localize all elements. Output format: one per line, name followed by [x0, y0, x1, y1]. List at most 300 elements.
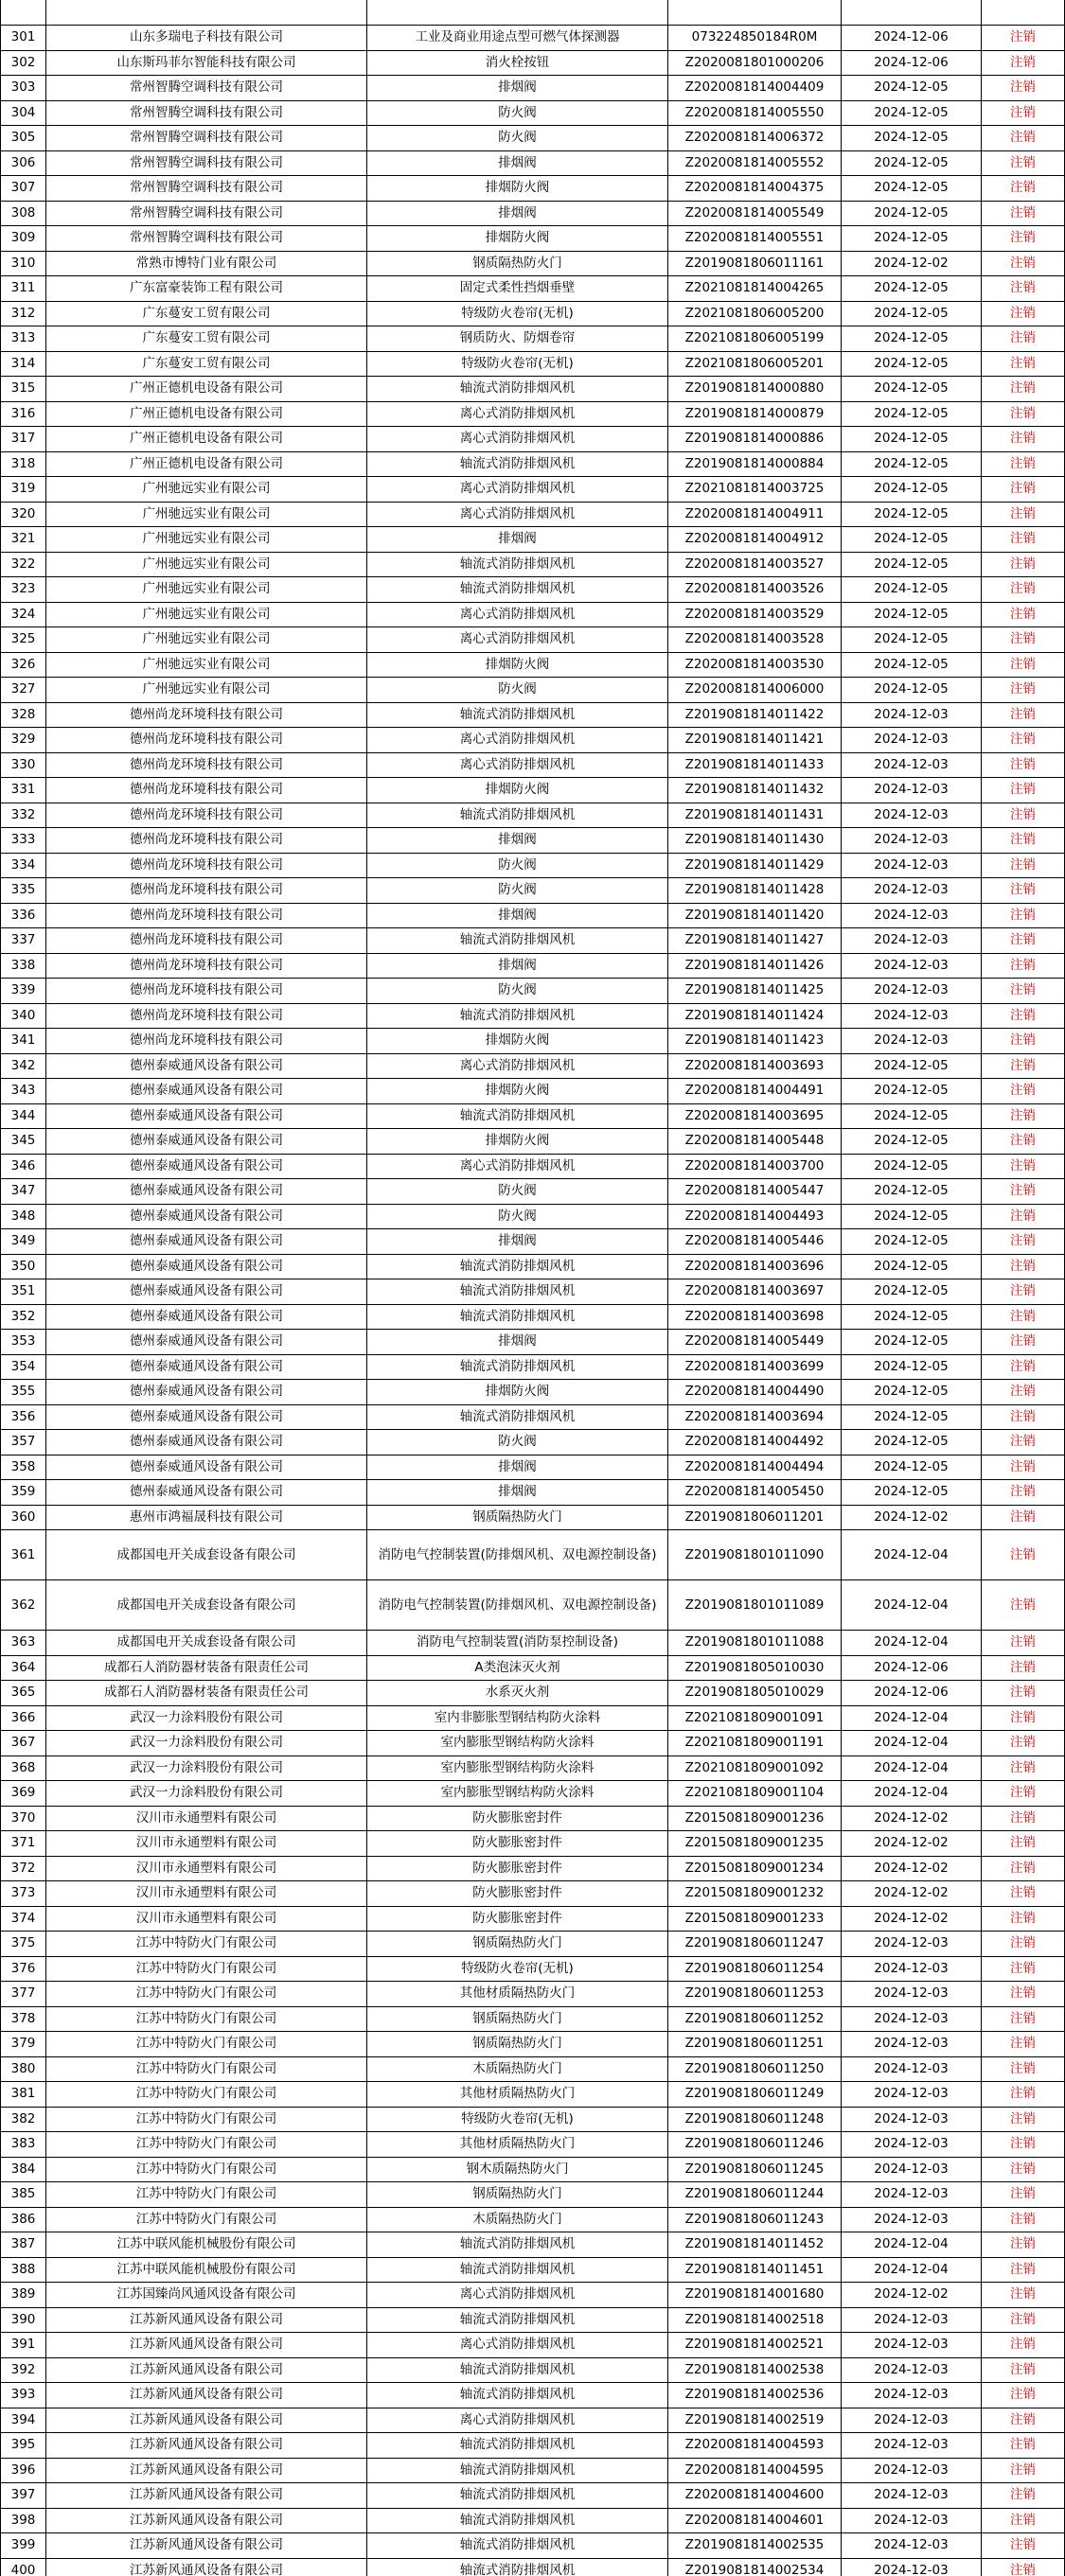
row-number-cell: 305	[1, 126, 46, 151]
status-cell: 注销	[982, 1906, 1065, 1932]
date-cell: 2024-12-03	[842, 1003, 982, 1029]
status-cell: 注销	[982, 2307, 1065, 2333]
company-cell: 汉川市永通塑料有限公司	[46, 1831, 367, 1857]
certificate-cell: Z2020081814005552	[668, 150, 842, 176]
status-cell: 注销	[982, 1631, 1065, 1656]
company-cell: 德州泰威通风设备有限公司	[46, 1254, 367, 1279]
table-row	[1, 2232, 1065, 2258]
company-cell: 江苏新风通风设备有限公司	[46, 2433, 367, 2459]
certificate-cell: Z2019081814011420	[668, 903, 842, 928]
company-cell: 德州泰威通风设备有限公司	[46, 1404, 367, 1430]
table-row	[1, 778, 1065, 803]
row-number-cell: 301	[1, 26, 46, 51]
row-number-cell: 387	[1, 2232, 46, 2258]
company-cell: 江苏新风通风设备有限公司	[46, 2558, 367, 2576]
table-row	[1, 2207, 1065, 2232]
product-cell: 轴流式消防排烟风机	[367, 2558, 668, 2576]
company-cell: 成都石人消防器材装备有限责任公司	[46, 1655, 367, 1681]
status-cell: 注销	[982, 903, 1065, 928]
certificate-cell: Z2020081814006000	[668, 678, 842, 703]
table-row	[1, 1881, 1065, 1907]
company-cell: 德州泰威通风设备有限公司	[46, 1229, 367, 1255]
date-cell: 2024-12-03	[842, 728, 982, 753]
status-cell: 注销	[982, 427, 1065, 452]
date-cell: 2024-12-04	[842, 1580, 982, 1631]
certificate-cell: Z2020081814004490	[668, 1380, 842, 1405]
date-cell: 2024-12-05	[842, 176, 982, 202]
row-number-cell: 361	[1, 1530, 46, 1580]
date-cell: 2024-12-04	[842, 2257, 982, 2283]
date-cell: 2024-12-02	[842, 2283, 982, 2308]
date-cell: 2024-12-05	[842, 652, 982, 678]
status-cell: 注销	[982, 1982, 1065, 2007]
table-row	[1, 527, 1065, 553]
status-cell: 注销	[982, 1580, 1065, 1631]
row-number-cell: 347	[1, 1179, 46, 1205]
company-cell: 广州驰远实业有限公司	[46, 552, 367, 577]
certificate-cell: Z2019081806011246	[668, 2132, 842, 2158]
table-row	[1, 953, 1065, 979]
table-row	[1, 2533, 1065, 2559]
status-cell: 注销	[982, 828, 1065, 854]
status-cell: 注销	[982, 2433, 1065, 2459]
table-row	[1, 502, 1065, 527]
row-number-cell: 345	[1, 1129, 46, 1155]
product-cell: 轴流式消防排烟风机	[367, 1254, 668, 1279]
row-number-cell: 388	[1, 2257, 46, 2283]
company-cell: 德州泰威通风设备有限公司	[46, 1430, 367, 1456]
status-cell: 注销	[982, 1956, 1065, 1982]
status-cell: 注销	[982, 251, 1065, 276]
row-number-cell: 352	[1, 1304, 46, 1330]
row-number-cell: 367	[1, 1731, 46, 1756]
date-cell: 2024-12-05	[842, 1179, 982, 1205]
product-cell: 轴流式消防排烟风机	[367, 451, 668, 477]
row-number-cell: 349	[1, 1229, 46, 1255]
status-cell: 注销	[982, 728, 1065, 753]
product-cell: 轴流式消防排烟风机	[367, 1354, 668, 1380]
row-number-cell: 326	[1, 652, 46, 678]
status-cell: 注销	[982, 2056, 1065, 2082]
certificate-cell: Z2019081806011243	[668, 2207, 842, 2232]
table-row	[1, 377, 1065, 402]
certificate-cell: Z2019081814011427	[668, 928, 842, 954]
row-number-cell: 390	[1, 2307, 46, 2333]
status-cell: 注销	[982, 1806, 1065, 1831]
product-cell: 离心式消防排烟风机	[367, 477, 668, 503]
table-row	[1, 1580, 1065, 1631]
certificate-cell: Z2020081814004492	[668, 1430, 842, 1456]
status-cell: 注销	[982, 2533, 1065, 2559]
date-cell: 2024-12-05	[842, 150, 982, 176]
company-cell: 常州智腾空调科技有限公司	[46, 76, 367, 101]
date-cell: 2024-12-05	[842, 1430, 982, 1456]
date-cell: 2024-12-02	[842, 1505, 982, 1530]
row-number-cell: 308	[1, 201, 46, 226]
row-number-cell: 360	[1, 1505, 46, 1530]
product-cell: 轴流式消防排烟风机	[367, 377, 668, 402]
company-cell: 德州尚龙环境科技有限公司	[46, 878, 367, 904]
table-row	[1, 627, 1065, 653]
status-cell: 注销	[982, 100, 1065, 126]
row-number-cell: 379	[1, 2032, 46, 2057]
product-cell: 钢质隔热防火门	[367, 2032, 668, 2057]
table-row	[1, 150, 1065, 176]
row-number-cell: 346	[1, 1154, 46, 1179]
row-number-cell: 369	[1, 1781, 46, 1807]
date-cell: 2024-12-03	[842, 2458, 982, 2483]
date-cell: 2024-12-03	[842, 953, 982, 979]
status-cell: 注销	[982, 2558, 1065, 2576]
product-cell: 排烟防火阀	[367, 1079, 668, 1104]
status-cell: 注销	[982, 2357, 1065, 2383]
status-cell: 注销	[982, 2408, 1065, 2433]
date-cell: 2024-12-05	[842, 577, 982, 603]
row-number-cell: 372	[1, 1856, 46, 1881]
company-cell: 江苏新风通风设备有限公司	[46, 2307, 367, 2333]
row-number-cell: 312	[1, 301, 46, 326]
product-cell: 其他材质隔热防火门	[367, 2082, 668, 2108]
company-cell: 江苏新风通风设备有限公司	[46, 2533, 367, 2559]
certificate-cell: Z2019081801011088	[668, 1631, 842, 1656]
date-cell: 2024-12-05	[842, 427, 982, 452]
table-row	[1, 276, 1065, 302]
table-row	[1, 1204, 1065, 1229]
certificate-cell: Z2015081809001233	[668, 1906, 842, 1932]
company-cell: 广州驰远实业有限公司	[46, 477, 367, 503]
date-cell: 2024-12-02	[842, 251, 982, 276]
table-row	[1, 427, 1065, 452]
table-row	[1, 1003, 1065, 1029]
company-cell: 德州尚龙环境科技有限公司	[46, 1003, 367, 1029]
certificate-cell: Z2020081814004600	[668, 2483, 842, 2509]
certificate-cell: Z2019081814011428	[668, 878, 842, 904]
status-cell: 注销	[982, 76, 1065, 101]
product-cell: 消防电气控制装置(防排烟风机、双电源控制设备)	[367, 1580, 668, 1631]
row-number-cell: 335	[1, 878, 46, 904]
date-cell: 2024-12-06	[842, 26, 982, 51]
row-number-cell: 343	[1, 1079, 46, 1104]
row-number-cell: 374	[1, 1906, 46, 1932]
certificate-cell: Z2020081814003526	[668, 577, 842, 603]
date-cell: 2024-12-05	[842, 1455, 982, 1480]
certificate-cell: Z2021081809001091	[668, 1705, 842, 1731]
certificate-cell: Z2020081801000206	[668, 50, 842, 76]
status-cell: 注销	[982, 527, 1065, 553]
table-row	[1, 50, 1065, 76]
certificate-cell: Z2019081805010029	[668, 1681, 842, 1706]
table-row	[1, 2107, 1065, 2132]
certificate-cell: Z2020081814005447	[668, 1179, 842, 1205]
table-row	[1, 326, 1065, 352]
row-number-cell: 325	[1, 627, 46, 653]
date-cell: 2024-12-03	[842, 2333, 982, 2358]
table-row	[1, 1956, 1065, 1982]
product-cell: 离心式消防排烟风机	[367, 2333, 668, 2358]
status-cell: 注销	[982, 276, 1065, 302]
row-number-cell: 376	[1, 1956, 46, 1982]
date-cell: 2024-12-03	[842, 702, 982, 728]
product-cell: 轴流式消防排烟风机	[367, 2307, 668, 2333]
status-cell: 注销	[982, 351, 1065, 377]
table-row	[1, 2333, 1065, 2358]
table-row	[1, 1154, 1065, 1179]
product-cell: 排烟防火阀	[367, 1029, 668, 1054]
date-cell: 2024-12-03	[842, 1982, 982, 2007]
product-cell: 特级防火卷帘(无机)	[367, 301, 668, 326]
date-cell: 2024-12-03	[842, 2082, 982, 2108]
date-cell: 2024-12-05	[842, 1229, 982, 1255]
row-number-cell: 314	[1, 351, 46, 377]
company-cell: 广州驰远实业有限公司	[46, 577, 367, 603]
status-cell: 注销	[982, 853, 1065, 878]
table-row	[1, 2056, 1065, 2082]
product-cell: 防火膨胀密封件	[367, 1856, 668, 1881]
product-cell: 消防电气控制装置(消防泵控制设备)	[367, 1631, 668, 1656]
status-cell: 注销	[982, 577, 1065, 603]
status-cell: 注销	[982, 953, 1065, 979]
company-cell: 江苏中特防火门有限公司	[46, 2032, 367, 2057]
status-cell: 注销	[982, 2508, 1065, 2533]
product-cell: 离心式消防排烟风机	[367, 602, 668, 627]
table-row	[1, 2182, 1065, 2208]
row-number-cell: 321	[1, 527, 46, 553]
table-row	[1, 652, 1065, 678]
product-cell: 消火栓按钮	[367, 50, 668, 76]
date-cell: 2024-12-03	[842, 778, 982, 803]
product-cell: 排烟阀	[367, 527, 668, 553]
date-cell: 2024-12-03	[842, 903, 982, 928]
company-cell: 德州泰威通风设备有限公司	[46, 1129, 367, 1155]
status-cell: 注销	[982, 1380, 1065, 1405]
certificate-cell: Z2019081814011431	[668, 803, 842, 828]
product-cell: 消防电气控制装置(防排烟风机、双电源控制设备)	[367, 1530, 668, 1580]
row-number-cell: 310	[1, 251, 46, 276]
table-row	[1, 1932, 1065, 1957]
status-cell: 注销	[982, 652, 1065, 678]
status-cell: 注销	[982, 979, 1065, 1004]
certificate-cell: Z2019081806011253	[668, 1982, 842, 2007]
certificate-cell: Z2019081814002518	[668, 2307, 842, 2333]
product-cell: 室内膨胀型钢结构防火涂料	[367, 1781, 668, 1807]
product-cell: 钢质隔热防火门	[367, 251, 668, 276]
certificate-cell: Z2020081814004593	[668, 2433, 842, 2459]
certificate-cell: Z2020081814004494	[668, 1455, 842, 1480]
table-row	[1, 1380, 1065, 1405]
product-cell: 排烟阀	[367, 1455, 668, 1480]
product-cell: 轴流式消防排烟风机	[367, 803, 668, 828]
company-cell: 山东多瑞电子科技有限公司	[46, 26, 367, 51]
company-cell: 常熟市博特门业有限公司	[46, 251, 367, 276]
company-cell: 江苏中特防火门有限公司	[46, 2132, 367, 2158]
status-cell: 注销	[982, 1229, 1065, 1255]
date-cell: 2024-12-05	[842, 226, 982, 252]
date-cell: 2024-12-04	[842, 1731, 982, 1756]
product-cell: 防火阀	[367, 853, 668, 878]
company-cell: 成都国电开关成套设备有限公司	[46, 1631, 367, 1656]
product-cell: 轴流式消防排烟风机	[367, 2383, 668, 2408]
certificate-cell: Z2019081814011424	[668, 1003, 842, 1029]
date-cell: 2024-12-05	[842, 552, 982, 577]
status-cell: 注销	[982, 1455, 1065, 1480]
row-number-cell: 317	[1, 427, 46, 452]
table-row	[1, 1079, 1065, 1104]
date-cell: 2024-12-05	[842, 1404, 982, 1430]
date-cell: 2024-12-05	[842, 477, 982, 503]
table-row	[1, 803, 1065, 828]
product-cell: 木质隔热防火门	[367, 2056, 668, 2082]
table-row	[1, 477, 1065, 503]
certificate-cell: Z2021081809001092	[668, 1756, 842, 1781]
certificate-cell: Z2021081809001104	[668, 1781, 842, 1807]
table-row	[1, 301, 1065, 326]
row-number-cell: 400	[1, 2558, 46, 2576]
certificate-cell: Z2020081814004375	[668, 176, 842, 202]
partial-row-top	[1, 0, 1065, 26]
company-cell: 江苏中特防火门有限公司	[46, 1932, 367, 1957]
date-cell: 2024-12-04	[842, 1705, 982, 1731]
certificate-cell: Z2020081814005450	[668, 1480, 842, 1506]
row-number-cell: 383	[1, 2132, 46, 2158]
status-cell: 注销	[982, 1079, 1065, 1104]
row-number-cell: 389	[1, 2283, 46, 2308]
status-cell: 注销	[982, 301, 1065, 326]
row-number-cell: 384	[1, 2157, 46, 2182]
row-number-cell: 304	[1, 100, 46, 126]
status-cell: 注销	[982, 401, 1065, 427]
table-row	[1, 1279, 1065, 1305]
product-cell: 工业及商业用途点型可燃气体探测器	[367, 26, 668, 51]
certificate-cell: Z2019081814011426	[668, 953, 842, 979]
status-cell: 注销	[982, 1154, 1065, 1179]
date-cell: 2024-12-03	[842, 1029, 982, 1054]
row-number-cell: 385	[1, 2182, 46, 2208]
status-cell: 注销	[982, 1856, 1065, 1881]
certificate-cell: Z2021081806005199	[668, 326, 842, 352]
product-cell: 钢质隔热防火门	[367, 1932, 668, 1957]
row-number-cell: 356	[1, 1404, 46, 1430]
product-cell: 防火阀	[367, 878, 668, 904]
certificate-cell: Z2019081814002519	[668, 2408, 842, 2433]
row-number-cell: 370	[1, 1806, 46, 1831]
status-cell: 注销	[982, 1430, 1065, 1456]
product-cell: 室内膨胀型钢结构防火涂料	[367, 1756, 668, 1781]
status-cell: 注销	[982, 702, 1065, 728]
company-cell: 广州驰远实业有限公司	[46, 627, 367, 653]
product-cell: 离心式消防排烟风机	[367, 752, 668, 778]
certificate-cell	[668, 0, 842, 26]
company-cell: 德州尚龙环境科技有限公司	[46, 1029, 367, 1054]
product-cell: 钢质隔热防火门	[367, 2006, 668, 2032]
company-cell: 江苏中特防火门有限公司	[46, 2082, 367, 2108]
certificate-cell: Z2020081814004912	[668, 527, 842, 553]
table-row	[1, 1129, 1065, 1155]
certificate-cell: Z2019081801011090	[668, 1530, 842, 1580]
company-cell: 广东蔓安工贸有限公司	[46, 326, 367, 352]
table-row	[1, 76, 1065, 101]
date-cell: 2024-12-05	[842, 1204, 982, 1229]
certificate-cell: Z2015081809001235	[668, 1831, 842, 1857]
product-cell: 轴流式消防排烟风机	[367, 2508, 668, 2533]
status-cell: 注销	[982, 50, 1065, 76]
date-cell: 2024-12-05	[842, 301, 982, 326]
status-cell: 注销	[982, 2483, 1065, 2509]
status-cell: 注销	[982, 2283, 1065, 2308]
company-cell: 德州泰威通风设备有限公司	[46, 1103, 367, 1129]
table-row	[1, 2283, 1065, 2308]
table-row	[1, 1982, 1065, 2007]
table-row	[1, 251, 1065, 276]
table-row	[1, 1756, 1065, 1781]
row-number-cell: 344	[1, 1103, 46, 1129]
company-cell: 德州泰威通风设备有限公司	[46, 1455, 367, 1480]
date-cell: 2024-12-03	[842, 2056, 982, 2082]
date-cell: 2024-12-06	[842, 1655, 982, 1681]
certificate-cell: Z2020081814005449	[668, 1330, 842, 1355]
company-cell: 广州正德机电设备有限公司	[46, 401, 367, 427]
certificate-cell: Z2019081814011451	[668, 2257, 842, 2283]
company-cell: 德州泰威通风设备有限公司	[46, 1304, 367, 1330]
status-cell: 注销	[982, 477, 1065, 503]
product-cell: 排烟阀	[367, 201, 668, 226]
row-number-cell: 339	[1, 979, 46, 1004]
row-number-cell: 322	[1, 552, 46, 577]
row-number-cell: 381	[1, 2082, 46, 2108]
table-row	[1, 552, 1065, 577]
status-cell: 注销	[982, 1254, 1065, 1279]
product-cell: 离心式消防排烟风机	[367, 401, 668, 427]
date-cell: 2024-12-03	[842, 1956, 982, 1982]
company-cell: 广东蔓安工贸有限公司	[46, 351, 367, 377]
certificate-cell: Z2019081814002536	[668, 2383, 842, 2408]
table-row	[1, 2408, 1065, 2433]
row-number-cell: 318	[1, 451, 46, 477]
table-row	[1, 1480, 1065, 1506]
product-cell: 轴流式消防排烟风机	[367, 552, 668, 577]
table-row	[1, 26, 1065, 51]
company-cell: 江苏新风通风设备有限公司	[46, 2333, 367, 2358]
certificate-cell: Z2020081814005549	[668, 201, 842, 226]
status-cell: 注销	[982, 1053, 1065, 1079]
row-number-cell: 350	[1, 1254, 46, 1279]
date-cell: 2024-12-04	[842, 1631, 982, 1656]
table-row	[1, 2082, 1065, 2108]
product-cell: 特级防火卷帘(无机)	[367, 351, 668, 377]
company-cell: 武汉一力涂料股份有限公司	[46, 1705, 367, 1731]
company-cell: 江苏新风通风设备有限公司	[46, 2458, 367, 2483]
date-cell: 2024-12-03	[842, 853, 982, 878]
product-cell: 排烟防火阀	[367, 1129, 668, 1155]
table-row	[1, 678, 1065, 703]
certificate-cell: Z2020081814005446	[668, 1229, 842, 1255]
table-row	[1, 1806, 1065, 1831]
status-cell: 注销	[982, 1003, 1065, 1029]
table-row	[1, 1029, 1065, 1054]
row-number-cell: 399	[1, 2533, 46, 2559]
date-cell: 2024-12-05	[842, 1103, 982, 1129]
row-number-cell: 375	[1, 1932, 46, 1957]
row-number-cell: 348	[1, 1204, 46, 1229]
status-cell: 注销	[982, 1354, 1065, 1380]
date-cell: 2024-12-03	[842, 979, 982, 1004]
row-number-cell: 362	[1, 1580, 46, 1631]
company-cell: 德州泰威通风设备有限公司	[46, 1354, 367, 1380]
certificate-cell: Z2019081814001680	[668, 2283, 842, 2308]
table-row	[1, 2032, 1065, 2057]
row-number-cell: 334	[1, 853, 46, 878]
table-row	[1, 100, 1065, 126]
certificate-cell: Z2019081806011250	[668, 2056, 842, 2082]
